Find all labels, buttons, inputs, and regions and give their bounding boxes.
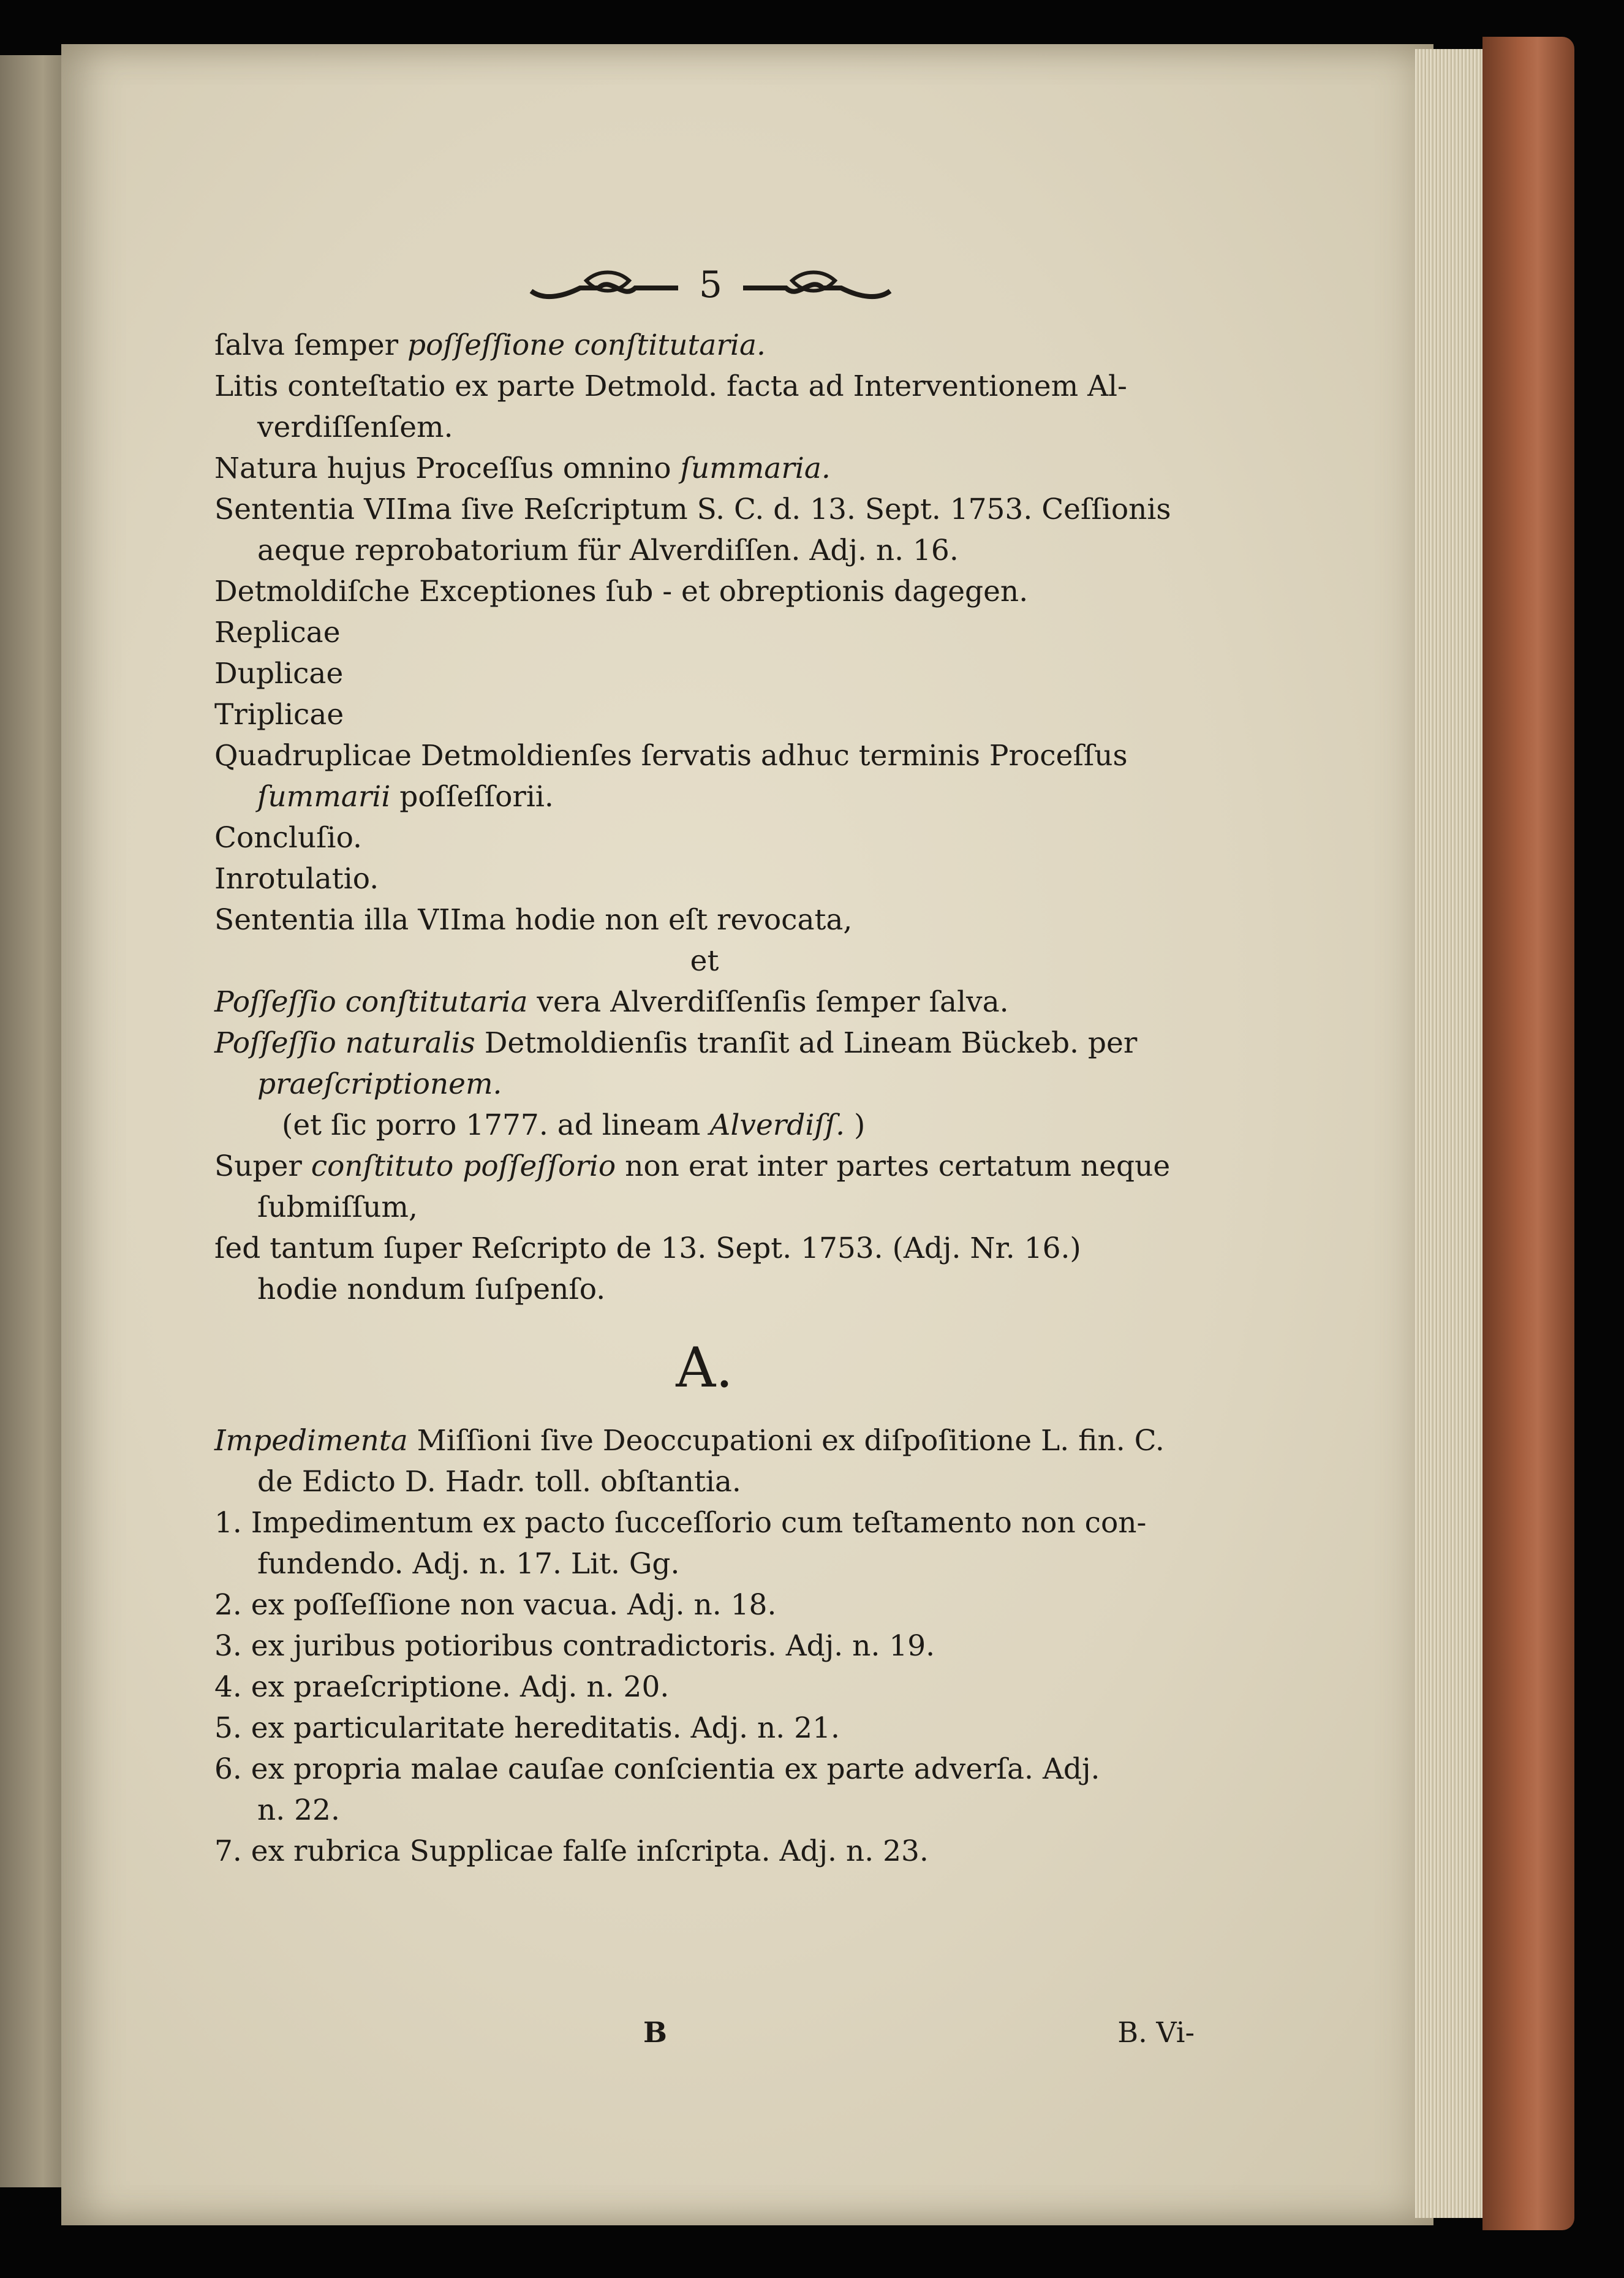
text-line <box>214 1023 1195 1064</box>
text-line <box>214 530 1195 571</box>
line-italic: Alverdiſſ. <box>709 1108 845 1142</box>
text-line <box>214 817 1195 858</box>
page-footer <box>214 2016 1195 2059</box>
line-text: (et ſic porro 1777. ad lineam <box>282 1108 710 1142</box>
text-line <box>214 1790 1195 1831</box>
text-line <box>214 940 1195 982</box>
text-line <box>214 1228 1195 1269</box>
text-line <box>214 1105 1195 1146</box>
text-line <box>214 407 1195 448</box>
text-line <box>214 776 1195 817</box>
book-cover <box>1482 37 1574 2230</box>
text-line <box>214 899 1195 940</box>
line-text: verdiſſenſem. <box>257 411 453 444</box>
body-text <box>214 325 1195 1872</box>
left-page-edge <box>0 55 61 2187</box>
line-italic: ſummarii <box>257 780 391 814</box>
line-text: 2. ex poſſeſſione non vacua. Adj. n. 18. <box>214 1588 777 1622</box>
line-italic: ſummaria. <box>680 452 831 485</box>
line-text-after: poſſeſſorii. <box>390 780 554 814</box>
line-text: Quadruplicae Detmoldienſes ſervatis adhuc terminis Proceſſus <box>214 739 1128 773</box>
line-text: 3. ex juribus potioribus contradictoris. Adj. n. 19. <box>214 1629 935 1663</box>
page-header <box>496 257 925 312</box>
page-edges <box>1415 49 1489 2218</box>
text-line <box>214 1502 1195 1543</box>
line-text: Replicae <box>214 616 341 649</box>
line-text: fundendo. Adj. n. 17. Lit. Gg. <box>257 1547 680 1581</box>
line-text-after: vera Alverdiſſenſis ſemper ſalva. <box>527 985 1009 1019</box>
text-line <box>214 1420 1195 1461</box>
text-line <box>214 1584 1195 1625</box>
line-text: Litis conteſtatio ex parte Detmold. facta ad Interventionem Al- <box>214 369 1127 403</box>
text-line <box>214 1187 1195 1228</box>
line-text: 5. ex particularitate hereditatis. Adj. n. 21. <box>214 1711 840 1745</box>
text-line <box>214 858 1195 899</box>
text-line <box>214 1461 1195 1502</box>
knot-ornament-right-icon <box>737 263 896 306</box>
line-italic: Poſſeſſio naturalis <box>214 1026 475 1060</box>
line-italic: praeſcriptionem. <box>257 1067 502 1101</box>
line-text: n. 22. <box>257 1793 340 1827</box>
line-text: ſubmiſſum, <box>257 1190 418 1224</box>
line-text: hodie nondum ſuſpenſo. <box>257 1273 606 1306</box>
text-line <box>214 982 1195 1023</box>
line-text: Sententia VIIma ſive Reſcriptum S. C. d. 13. Sept. 1753. Ceſſionis <box>214 493 1171 526</box>
section-heading: A. <box>676 1336 733 1400</box>
text-line <box>214 366 1195 407</box>
line-text: ſed tantum ſuper Reſcripto de 13. Sept. 1753. (Adj. Nr. 16.) <box>214 1232 1081 1265</box>
text-block-main <box>214 325 1195 1310</box>
line-text: 7. ex rubrica Supplicae falſe inſcripta. Adj. n. 23. <box>214 1834 929 1868</box>
line-italic: conſtituto poſſeſſorio <box>311 1149 616 1183</box>
line-text-after: ) <box>845 1108 866 1142</box>
line-text: Sententia illa VIIma hodie non eſt revocata, <box>214 903 853 937</box>
knot-ornament-left-icon <box>525 263 684 306</box>
text-line <box>214 1543 1195 1584</box>
text-line <box>214 1146 1195 1187</box>
text-line <box>214 1667 1195 1708</box>
signature-mark: B <box>643 2016 667 2049</box>
line-text: de Edicto D. Hadr. toll. obſtantia. <box>257 1465 741 1499</box>
catchword: B. Vi- <box>1117 2016 1195 2049</box>
text-line <box>214 612 1195 653</box>
text-line <box>214 325 1195 366</box>
line-text-after: Detmoldienſis tranſit ad Lineam Bückeb. per <box>475 1026 1138 1060</box>
text-line <box>214 489 1195 530</box>
page-number: 5 <box>698 263 723 306</box>
line-text-after: Miſſioni ſive Deoccupationi ex diſpoſitione L. fin. C. <box>407 1424 1165 1458</box>
text-line <box>214 448 1195 489</box>
line-text: ſalva ſemper <box>214 328 408 362</box>
line-text: 1. Impedimentum ex pacto ſucceſſorio cum teſtamento non con- <box>214 1506 1147 1540</box>
line-italic: Impedimenta <box>214 1424 408 1458</box>
text-line <box>214 1064 1195 1105</box>
line-text: aeque reprobatorium für Alverdiſſen. Adj. n. 16. <box>257 534 959 567</box>
text-line <box>214 1831 1195 1872</box>
line-text: Detmoldiſche Exceptiones ſub - et obreptionis dagegen. <box>214 575 1029 608</box>
line-text: et <box>690 944 719 978</box>
line-italic: Poſſeſſio conſtitutaria <box>214 985 528 1019</box>
line-text: Natura hujus Proceſſus omnino <box>214 452 681 485</box>
line-text: Duplicae <box>214 657 344 691</box>
line-text: Inrotulatio. <box>214 862 379 896</box>
text-line <box>214 1749 1195 1790</box>
text-line <box>214 735 1195 776</box>
line-text: 6. ex propria malae cauſae conſcientia ex parte adverſa. Adj. <box>214 1752 1100 1786</box>
line-text: Concluſio. <box>214 821 362 855</box>
line-italic: poſſeſſione conſtitutaria. <box>407 328 766 362</box>
text-line <box>214 1269 1195 1310</box>
line-text: Triplicae <box>214 698 344 732</box>
text-line <box>214 571 1195 612</box>
text-line <box>214 653 1195 694</box>
text-line <box>214 694 1195 735</box>
line-text: Super <box>214 1149 311 1183</box>
text-block-list <box>214 1420 1195 1872</box>
text-line <box>214 1708 1195 1749</box>
line-text: 4. ex praeſcriptione. Adj. n. 20. <box>214 1670 670 1704</box>
text-line <box>214 1625 1195 1667</box>
line-text-after: non erat inter partes certatum neque <box>616 1149 1171 1183</box>
